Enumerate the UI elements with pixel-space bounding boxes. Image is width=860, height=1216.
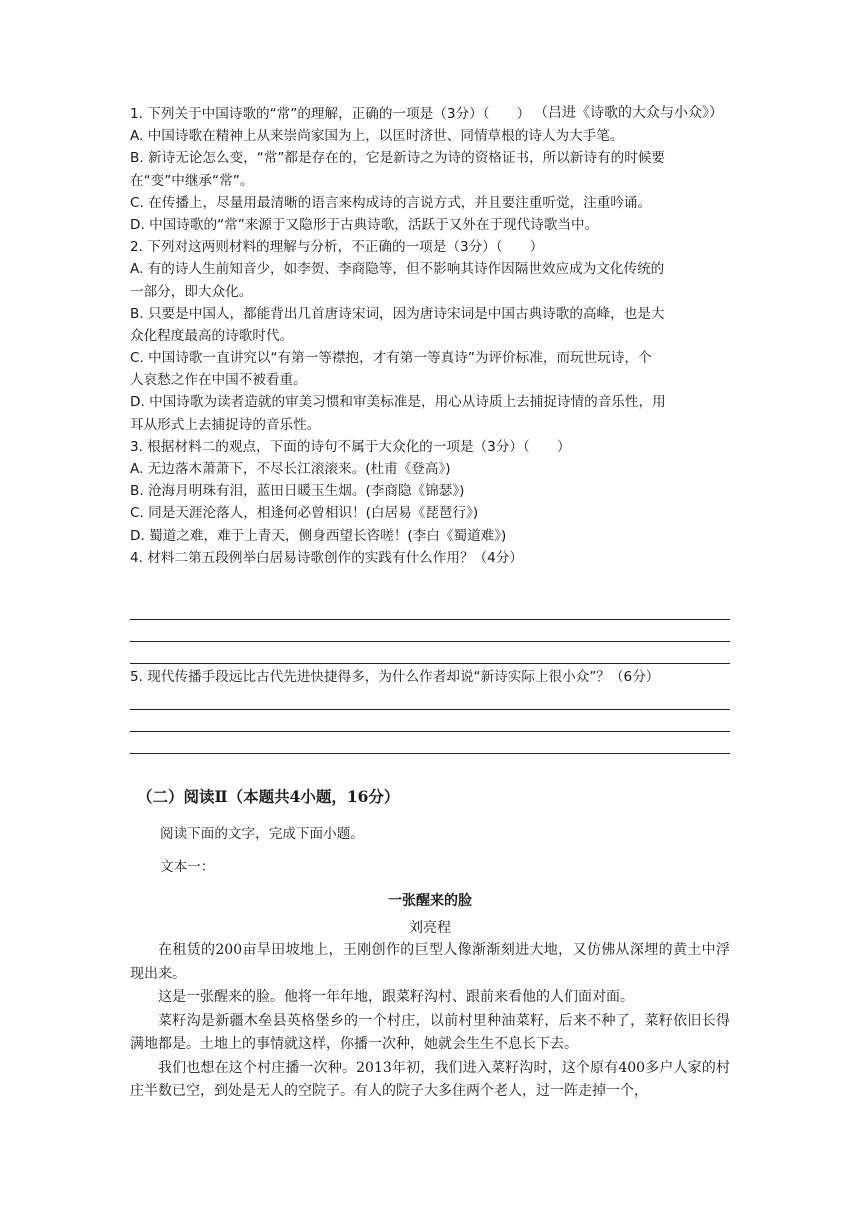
article-paragraph: 这是一张醒来的脸。他将一年年地，跟菜籽沟村、跟前来看他的人们面对面。 [158, 989, 634, 1005]
question-line: B. 只要是中国人，都能背出几首唐诗宋词，因为唐诗宋词是中国古典诗歌的高峰，也是大 [130, 305, 665, 322]
article-paragraph: 在租赁的200亩旱田坡地上，王刚创作的巨型人像渐渐刻进大地，又仿佛从深埋的黄土中浮现出来。 [130, 942, 730, 982]
question-line: A. 无边落木萧萧下，不尽长江滚滚来。(杜甫《登高》) [130, 461, 451, 477]
answer-area-q5[interactable] [130, 688, 730, 754]
answer-line[interactable] [130, 688, 730, 710]
answer-line[interactable] [130, 732, 730, 754]
article-paragraph: 我们也想在这个村庄播一次种。2013年初，我们进入菜籽沟时，这个原有400多户人家的村庄半数已空，到处是无人的空院子。有人的院子大多住两个老人，过一阵走掉一个， [130, 1059, 730, 1099]
question-line: C. 同是天涯沦落人，相逢何必曾相识！(白居易《琵琶行》) [130, 505, 479, 522]
question-line: B. 沧海月明珠有泪，蓝田日暖玉生烟。(李商隐《锦瑟》) [130, 483, 465, 500]
question-line: C. 中国诗歌一直讲究以“有第一等襟抱，才有第一等真诗”为评价标准，而玩世玩诗，个 [130, 350, 652, 367]
question-line: 1. 下列关于中国诗歌的“常”的理解，正确的一项是（3分）（ ） [130, 106, 531, 122]
question-line: D. 中国诗歌为读者造就的审美习惯和审美标准是，用心从诗质上去捕捉诗情的音乐性，用 [130, 394, 666, 411]
question-line: 5. 现代传播手段远比古代先进快捷得多，为什么作者却说“新诗实际上很小众”？（6分） [130, 669, 660, 685]
question-line: 人哀愁之作在中国不被看重。 [130, 372, 307, 389]
article-paragraph: 菜籽沟是新疆木垒县英格堡乡的一个村庄，以前村里种油菜籽，后来不种了，菜籽依旧长得满地都是。土地上的事情就这样，你播一次种，她就会生生不息长下去。 [130, 1012, 730, 1052]
section-heading: （二）阅读Ⅱ（本题共4小题，16分） [137, 787, 400, 806]
instruction-text: 阅读下面的文字，完成下面小题。 [160, 826, 364, 842]
question-line: B. 新诗无论怎么变，“常”都是存在的，它是新诗之为诗的资格证书，所以新诗有的时候要 [130, 150, 666, 167]
question-line: C. 在传播上，尽量用最清晰的语言来构成诗的言说方式，并且要注重听觉，注重吟诵。 [130, 194, 652, 211]
answer-area-q4[interactable] [130, 598, 730, 664]
text-label: 文本一： [160, 859, 215, 875]
question-line: A. 中国诗歌在精神上从来崇尚家国为上，以匡时济世、同情草根的诗人为大手笔。 [130, 128, 624, 145]
answer-line[interactable] [130, 598, 730, 620]
question-line: 2. 下列对这两则材料的理解与分析，不正确的一项是（3分）（ ） [130, 239, 544, 256]
question-line: 众化程度最高的诗歌时代。 [130, 327, 294, 344]
article-body [130, 939, 730, 1104]
question-5 [130, 666, 730, 688]
article-author: 刘亮程 [409, 920, 451, 936]
answer-line[interactable] [130, 642, 730, 664]
question-line: 一部分，即大众化。 [130, 283, 253, 300]
question-line: A. 有的诗人生前知音少，如李贺、李商隐等，但不影响其诗作因隔世效应成为文化传统的 [130, 261, 665, 278]
question-line: D. 中国诗歌的“常”来源于又隐形于古典诗歌，活跃于又外在于现代诗歌当中。 [130, 216, 599, 233]
question-line: 在“变”中继承“常”。 [130, 172, 254, 189]
question-line: D. 蜀道之难，难于上青天，侧身西望长咨嗟！(李白《蜀道难》) [130, 527, 507, 544]
answer-line[interactable] [130, 710, 730, 732]
answer-line[interactable] [130, 620, 730, 642]
source-citation: （吕进《诗歌的大众与小众》） [534, 105, 723, 121]
question-line: 耳从形式上去捕捉诗的音乐性。 [130, 416, 321, 433]
questions-block [130, 103, 730, 569]
question-line: 3. 根据材料二的观点，下面的诗句不属于大众化的一项是（3分）（ ） [130, 438, 571, 455]
question-line: 4. 材料二第五段例举白居易诗歌创作的实践有什么作用？（4分） [130, 549, 523, 566]
article-title: 一张醒来的脸 [388, 893, 472, 909]
